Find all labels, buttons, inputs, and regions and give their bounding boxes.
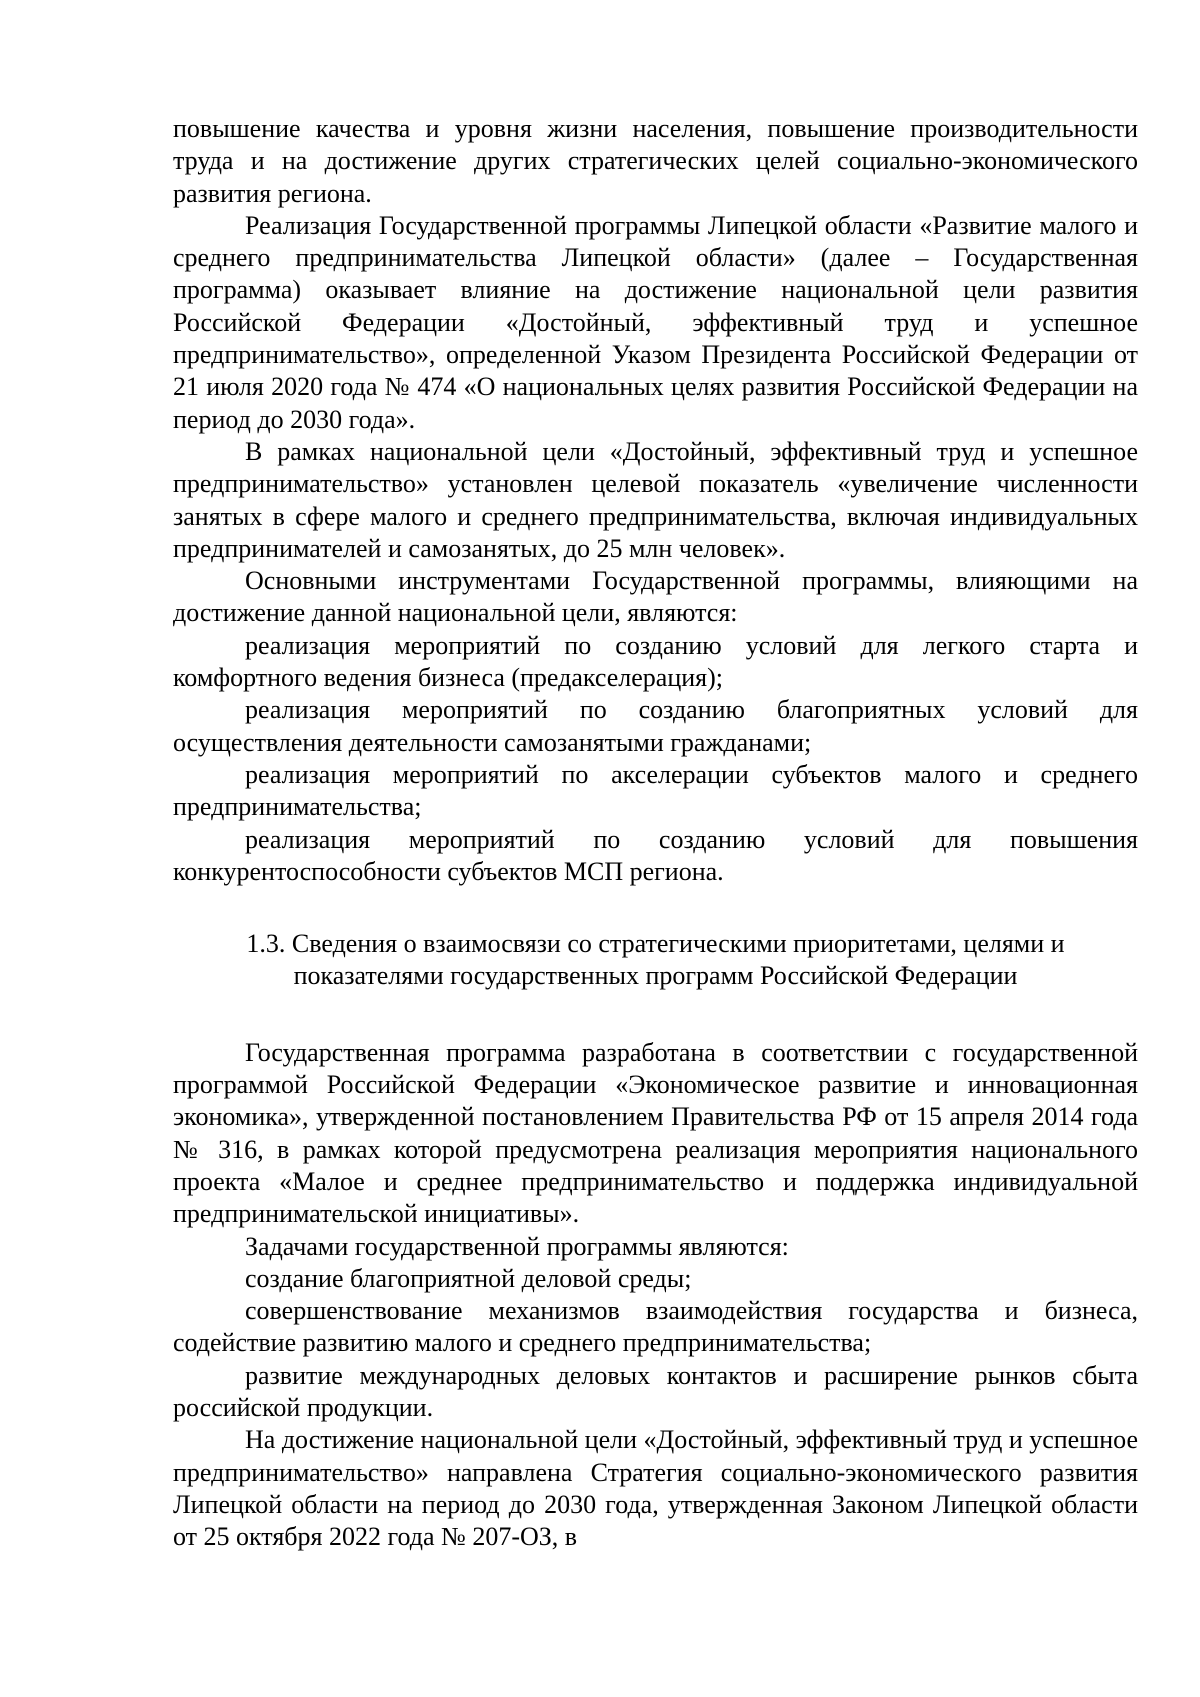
paragraph-national-goal: В рамках национальной цели «Достойный, эффективный труд и успешное предпринимательство» установлен целевой показатель «увеличение численности занятых в сфере малого и среднего предпринимательства, включая индивидуальных предпринимателей и самозанятых, до 25 млн человек». [173,436,1138,563]
list-item-business-environment: создание благоприятной деловой среды; [245,1263,692,1293]
list-item-interaction: совершенствование механизмов взаимодействия государства и бизнеса, содействие развитию малого и среднего предпринимательства; [173,1296,1138,1358]
list-item-preacceleration: реализация мероприятий по созданию условий для легкого старта и комфортного ведения бизнеса (предакселерация); [173,630,1138,693]
paragraph-instruments-intro: Основными инструментами Государственной программы, влияющими на достижение данной национальной цели, являются: [173,566,1138,628]
paragraph-federal-program: Государственная программа разработана в соответствии с государственной программой Российской Федерации «Экономическое развитие и инновационная экономика», утвержденной постановлением Правительства РФ от 15 апреля 2014 года № 316, в рамках которой предусмотрена реализация мероприятия национального проекта «Малое и среднее предпринимательство и поддержка индивидуальной предпринимательской инициативы». [173,1037,1138,1229]
list-item-acceleration: реализация мероприятий по акселерации субъектов малого и среднего предпринимательства; [173,759,1138,822]
document-body [173,113,1138,1553]
list-item-international: развитие международных деловых контактов и расширение рынков сбыта российской продукции. [173,1360,1138,1422]
section-heading-line-1: 1.3. Сведения о взаимосвязи со стратегическими приоритетами, целями и [246,929,1065,959]
paragraph-strategy: На достижение национальной цели «Достойный, эффективный труд и успешное предпринимательство» направлена Стратегия социально-экономического развития Липецкой области на период до 2030 года, утвержденная Законом Липецкой области от 25 октября 2022 года № 207-ОЗ, в [173,1425,1139,1552]
paragraph-program-impact: Реализация Государственной программы Липецкой области «Развитие малого и среднего предпринимательства Липецкой области» (далее – Государственная программа) оказывает влияние на достижение национальной цели развития Российской Федерации «Достойный, эффективный труд и успешное предпринимательство», определенной Указом Президента Российской Федерации от 21 июля 2020 года № 474 «О национальных целях развития Российской Федерации на период до 2030 года». [173,210,1138,434]
paragraph-continuation: повышение качества и уровня жизни населения, повышение производительности труда и на достижение других стратегических целей социально-экономического развития региона. [173,114,1138,208]
section-heading-line-2: показателями государственных программ Российской Федерации [293,961,1018,991]
section-heading [173,928,1138,993]
list-item-competitiveness: реализация мероприятий по созданию условий для повышения конкурентоспособности субъектов МСП региона. [173,824,1138,886]
list-item-self-employed: реализация мероприятий по созданию благоприятных условий для осуществления деятельности самозанятыми гражданами; [173,695,1138,757]
paragraph-tasks-intro: Задачами государственной программы являются: [245,1231,789,1261]
